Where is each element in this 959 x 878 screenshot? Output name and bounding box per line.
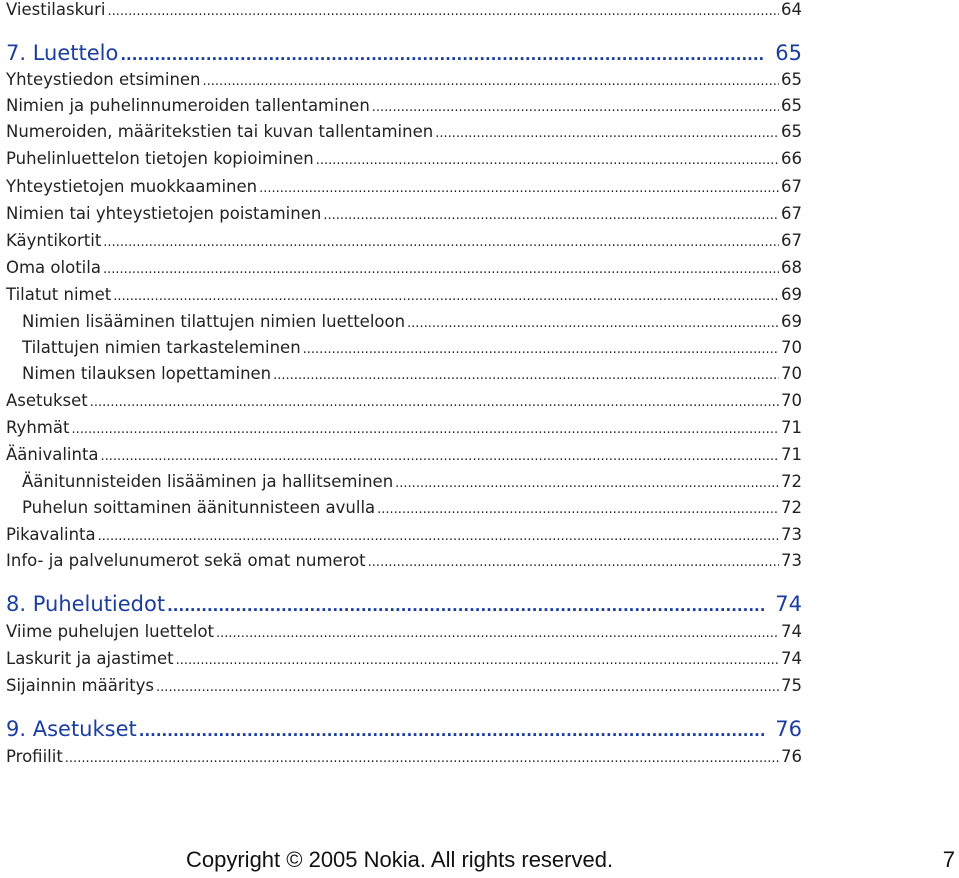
toc-entry-page: 64 <box>781 0 802 19</box>
toc-entry-title: Yhteystiedon etsiminen <box>6 70 201 89</box>
page-number: 7 <box>942 847 955 872</box>
leader-dots <box>139 717 766 741</box>
leader-dots <box>71 418 779 437</box>
toc-chapter-page: 74 <box>775 592 802 616</box>
leader-dots <box>120 41 765 65</box>
leader-dots <box>167 592 765 616</box>
leader-dots <box>103 258 779 277</box>
leader-dots <box>176 649 779 668</box>
toc-entry <box>6 0 802 19</box>
toc-entry-page: 69 <box>781 285 802 304</box>
leader-dots <box>395 472 779 491</box>
toc-entry-page: 75 <box>781 676 802 695</box>
toc-entry <box>6 70 802 89</box>
toc-entry-page: 70 <box>781 338 802 357</box>
toc-chapter-title: 8. Puhelutiedot <box>6 592 166 616</box>
toc-entry-page: 73 <box>781 551 802 570</box>
toc-entry <box>6 747 802 766</box>
toc-entry-title: Info- ja palvelunumerot sekä omat numerot <box>6 551 366 570</box>
leader-dots <box>90 391 779 410</box>
leader-dots <box>156 676 779 695</box>
toc-entry <box>6 258 802 277</box>
toc-entry <box>6 391 802 410</box>
toc-entry-page: 68 <box>781 258 802 277</box>
toc-entry-title: Tilattujen nimien tarkasteleminen <box>22 338 301 357</box>
toc-entry <box>6 418 802 437</box>
leader-dots <box>103 231 779 250</box>
toc-entry-page: 67 <box>781 177 802 196</box>
toc-entry-page: 72 <box>781 498 802 517</box>
leader-dots <box>407 312 779 331</box>
toc-entry <box>6 551 802 570</box>
toc-entry-title: Profiilit <box>6 747 63 766</box>
leader-dots <box>113 285 779 304</box>
toc-entry-page: 73 <box>781 525 802 544</box>
leader-dots <box>368 551 779 570</box>
toc-entry-page: 72 <box>781 472 802 491</box>
toc-subentry <box>6 338 802 357</box>
toc-entry-title: Viime puhelujen luettelot <box>6 622 215 641</box>
toc-subentry <box>6 498 802 517</box>
toc-entry-title: Yhteystietojen muokkaaminen <box>6 177 258 196</box>
toc-entry-title: Puhelinluettelon tietojen kopioiminen <box>6 149 314 168</box>
toc-entry-page: 67 <box>781 204 802 223</box>
toc-entry <box>6 445 802 464</box>
toc-entry-page: 71 <box>781 445 802 464</box>
toc-entry-page: 70 <box>781 364 802 383</box>
toc-chapter-title: 9. Asetukset <box>6 717 137 741</box>
leader-dots <box>435 122 779 141</box>
toc-entry <box>6 149 802 168</box>
leader-dots <box>203 70 779 89</box>
leader-dots <box>377 498 779 517</box>
toc-entry-page: 67 <box>781 231 802 250</box>
toc-entry <box>6 204 802 223</box>
toc-entry-page: 69 <box>781 312 802 331</box>
toc-subentry <box>6 472 802 491</box>
toc-entry-page: 65 <box>781 96 802 115</box>
leader-dots <box>259 177 779 196</box>
toc-entry <box>6 676 802 695</box>
toc-chapter-page: 76 <box>775 717 802 741</box>
toc-chapter <box>6 41 802 65</box>
copyright-notice: Copyright © 2005 Nokia. All rights reserved. <box>186 847 614 872</box>
toc-entry-title: Puhelun soittaminen äänitunnisteen avulla <box>22 498 376 517</box>
toc-entry-title: Äänivalinta <box>6 445 99 464</box>
toc-chapter <box>6 717 802 741</box>
toc-entry <box>6 96 802 115</box>
toc-subentry <box>6 312 802 331</box>
toc-entry-title: Nimien tai yhteystietojen poistaminen <box>6 204 322 223</box>
toc-entry-title: Nimen tilauksen lopettaminen <box>22 364 272 383</box>
toc-entry-title: Sijainnin määritys <box>6 676 155 695</box>
leader-dots <box>316 149 779 168</box>
leader-dots <box>303 338 779 357</box>
leader-dots <box>107 0 779 19</box>
toc-entry <box>6 231 802 250</box>
toc-entry-title: Asetukset <box>6 391 88 410</box>
leader-dots <box>323 204 779 223</box>
toc-entry-title: Äänitunnisteiden lisääminen ja hallitseminen <box>22 472 394 491</box>
toc-chapter <box>6 592 802 616</box>
toc-entry-title: Tilatut nimet <box>6 285 112 304</box>
toc-entry-title: Käyntikortit <box>6 231 102 250</box>
toc-entry-title: Pikavalinta <box>6 525 96 544</box>
toc-entry-title: Nimien ja puhelinnumeroiden tallentaminen <box>6 96 370 115</box>
toc-entry-page: 71 <box>781 418 802 437</box>
toc-entry-page: 74 <box>781 622 802 641</box>
leader-dots <box>65 747 779 766</box>
toc-entry-page: 74 <box>781 649 802 668</box>
toc-entry-page: 76 <box>781 747 802 766</box>
leader-dots <box>273 364 779 383</box>
toc-entry-page: 70 <box>781 391 802 410</box>
toc-entry-title: Oma olotila <box>6 258 101 277</box>
toc-entry <box>6 122 802 141</box>
leader-dots <box>216 622 779 641</box>
toc-entry <box>6 525 802 544</box>
toc-chapter-title: 7. Luettelo <box>6 41 119 65</box>
toc-subentry <box>6 364 802 383</box>
leader-dots <box>372 96 779 115</box>
toc-entry-page: 65 <box>781 122 802 141</box>
leader-dots <box>101 445 779 464</box>
toc-entry-title: Nimien lisääminen tilattujen nimien luetteloon <box>22 312 406 331</box>
toc-chapter-page: 65 <box>775 41 802 65</box>
toc-entry <box>6 177 802 196</box>
toc-entry-title: Laskurit ja ajastimet <box>6 649 174 668</box>
toc-entry <box>6 622 802 641</box>
toc-entry-page: 65 <box>781 70 802 89</box>
leader-dots <box>98 525 779 544</box>
toc-entry-title: Viestilaskuri <box>6 0 106 19</box>
toc-entry <box>6 285 802 304</box>
toc-entry <box>6 649 802 668</box>
toc-entry-title: Numeroiden, määritekstien tai kuvan tallentaminen <box>6 122 434 141</box>
toc-entry-title: Ryhmät <box>6 418 70 437</box>
toc-entry-page: 66 <box>781 149 802 168</box>
